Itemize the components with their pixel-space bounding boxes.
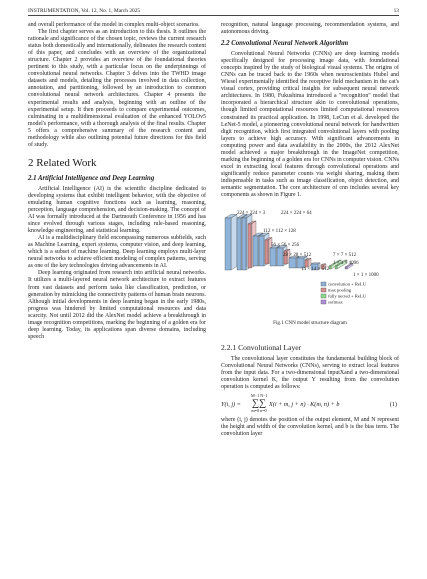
running-head [28, 6, 399, 16]
paragraph-after-equation: where (i, j) denotes the position of the output element, M and N represent the height and width of the convolution kernel, and b is the bias term. The convolution layer [221, 417, 399, 438]
dim-label-conv2: 112 × 112 × 128 [263, 229, 296, 235]
sum-lower-limits: m=0 n=0 [251, 407, 267, 413]
equation-lhs: Y(i, j) = [221, 401, 241, 409]
legend-conv: convolution + ReLU [328, 281, 367, 287]
journal-citation: INSTRUMENTATION, Vol. 12, No. 1, March 2025 [28, 8, 141, 14]
layer-block-pool4 [305, 258, 311, 267]
subsection-title-ai: 2.1 Artificial Intelligence and Deep Learning [28, 174, 155, 182]
cnn-structure-figure [221, 202, 399, 338]
equation-1 [221, 394, 399, 414]
equation-rhs: X(i + m, j + n) · K(m, n) + b [269, 401, 340, 409]
dim-label-pool5: 7 × 7 × 512 [333, 253, 357, 259]
legend-pool: max pooling [328, 287, 352, 293]
page-number: 13 [393, 8, 399, 14]
paragraph-conv-layer: The convolutional layer constitutes the fundamental building block of Convolutional Neural Networks (CNNs), serving to extract local features from the input data. For a two-dimensional inputXand a two-dimensional convolution kernel K, the output Y resulting from the convolution operation is computed as follows: [221, 356, 399, 391]
figure-caption: Fig.1 CNN model structure diagram [273, 320, 347, 327]
equation-summation [251, 394, 267, 412]
paragraph-ai-1: Artificial Intelligence (AI) is the scientific discipline dedicated to developing systems that exhibit intelligent behavior, with the objective of emulating human cognitive functions such as learning, reasoning, perception, language comprehension, and decision-making. The concept of AI was formally introduced at the Dartmouth Conference in 1956 and has since evolved through various stages, including rule-based reasoning, knowledge engineering, and statistical learning. [28, 185, 206, 235]
dim-label-conv4: 28 × 28 × 512 [283, 253, 312, 259]
sigma-symbol: ∑∑ [251, 397, 267, 409]
dim-label-input: 224 × 224 × 3 [237, 211, 266, 217]
subsection-title-conv-layer: 2.2.1 Convolutional Layer [221, 343, 302, 353]
legend-swatch-pool [321, 288, 326, 292]
paragraph-ai-2: AI is a multidisciplinary field encompassing numerous subfields, such as Machine Learning, expert systems, computer vision, and deep learning, which is a subset of machine learning. Deep learning employs multi-layer neural networks to achieve efficient modeling of complex patterns, serving as one of the key technologies driving advancements in AI. [28, 235, 206, 270]
dim-label-out: 1 × 1 × 1000 [353, 273, 379, 279]
legend-fc: fully nected + ReLU [328, 293, 366, 299]
layer-block-input [225, 214, 237, 270]
dim-label-conv5: 14 × 14 × 512 [301, 267, 330, 273]
legend-swatch-softmax [321, 300, 326, 304]
paragraph-intro-end: and overall performance of the model in complex multi-object scenarios. [28, 22, 200, 28]
legend-swatch-fc [321, 294, 326, 298]
dim-label-fc: 1 × 1 × 4096 [333, 261, 359, 267]
paragraph-ai-3: Deep learning originated from research into artificial neural networks. It utilizes a multi-layered neural network architecture to extract features from vast datasets and perform tasks like classification, prediction, or generation by mimicking the connectivity patterns of human brain neurons. Although initial developments in deep learning began in the early 1980s, progress was hindered by limited computational resources and data scarcity. Not until 2012 did the AlexNet model achieve a breakthrough in image recognition competitions, marking the beginning of a golden era for deep learning. Today, its applications span diverse domains, including speech [28, 270, 206, 340]
cnn-diagram [221, 202, 399, 338]
sum-upper-limits: M−1 N−1 [251, 393, 268, 399]
paragraph-continued: recognition, natural language processing, recommendation systems, and autonomous driving. [221, 22, 399, 36]
paragraph-cnn: Convolutional Neural Networks (CNNs) are deep learning models specifically designed for processing image data, with foundational concepts inspired by the study of biological visual systems. The origins of CNNs can be traced back to the 1960s when neuroscientists Hubel and Wiesel experimentally identified the receptive field mechanism in the cat's visual cortex, providing critical insights for subsequent neural network architectures. In 1980, Fukushima introduced a "recognition" model that incorporated a hierarchical structure akin to convolutional operations, though limited computational resources limited computational resources constrained its practical application. In 1998, LeCun et al. developed the LeNet-5 model, a pioneering convolutional neural network for handwritten digit recognition, which first integrated convolutional layers with pooling layers to achieve high accuracy. With significant advancements in computing power and data availability in the 2000s, the 2012 AlexNet model achieved a major breakthrough in the ImageNet competition, marking the beginning of a golden era for CNNs in computer vision. CNNs excel in extracting local features through convolutional operations and significantly reduce parameter counts via weight sharing, making them indispensable in tasks such as image classification, object detection, and semantic segmentation. The core architecture of cnn includes several key components as shown in Figure 1. [221, 51, 399, 199]
legend-swatch-conv [321, 282, 326, 286]
dim-label-conv1: 224 × 224 × 64 [281, 211, 312, 217]
left-column [28, 22, 206, 341]
section-title-related-work: 2 Related Work [28, 156, 97, 169]
right-column [221, 22, 399, 438]
paragraph-chapters: The first chapter serves as an introduction to this thesis. It outlines the rationale and significance of the chosen topic, reviews the current research status both domestically and internationally, delineates the research content of this paper, and concludes with an overview of the organizational structure. Chapter 2 provides an overview of the foundational theories pertinent to this study, with a particular focus on the underpinnings of convolutional neural networks. Chapter 3 delves into the TWHD image datasets and models, detailing the processes involved in data collection, annotation, and partitioning, followed by an introduction to common convolutional neural network architectures. Chapter 4 presents the experimental results and analysis, beginning with an outline of the experimental setup. It then proceeds to compare experimental outcomes, culminating in a multidimensional evaluation of the enhanced YOLOv5 model's performance, with a thorough analysis of the final results. Chapter 5 offers a comprehensive summary of the research content and methodology while also outlining potential future directions for this field of study. [28, 29, 206, 148]
dim-label-conv3: 56 × 56 × 256 [271, 243, 300, 249]
subsection-title-cnn: 2.2 Convolutional Neural Network Algorithm [221, 40, 349, 48]
equation-number: (1) [389, 401, 397, 409]
legend-softmax: softmax [328, 299, 343, 305]
